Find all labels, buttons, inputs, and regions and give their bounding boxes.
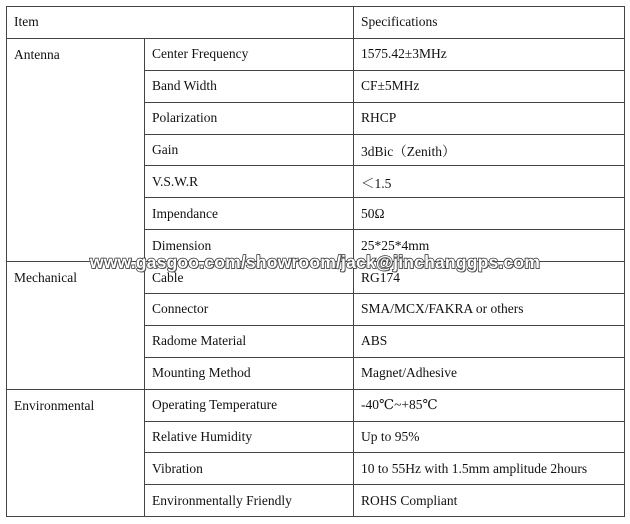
value-dimension: 25*25*4mm <box>354 230 625 262</box>
group-mechanical: Mechanical <box>7 262 145 390</box>
table-row <box>7 38 625 70</box>
value-band-width: CF±5MHz <box>354 70 625 102</box>
param-polarization: Polarization <box>145 102 354 134</box>
value-cable: RG174 <box>354 262 625 294</box>
header-item: Item <box>7 7 354 39</box>
value-impedance: 50Ω <box>354 198 625 230</box>
value-operating-temperature: -40℃~+85℃ <box>354 389 625 421</box>
param-dimension: Dimension <box>145 230 354 262</box>
table-header-row <box>7 7 625 39</box>
value-polarization: RHCP <box>354 102 625 134</box>
value-mounting-method: Magnet/Adhesive <box>354 357 625 389</box>
table-row <box>7 262 625 294</box>
param-cable: Cable <box>145 262 354 294</box>
param-relative-humidity: Relative Humidity <box>145 421 354 453</box>
value-gain: 3dBic（Zenith） <box>354 134 625 166</box>
group-antenna: Antenna <box>7 38 145 261</box>
value-radome-material: ABS <box>354 325 625 357</box>
watermark-text: www.gasgoo.com/showroom/jack@jinchanggps.com <box>89 252 541 272</box>
param-impedance: Impendance <box>145 198 354 230</box>
param-connector: Connector <box>145 294 354 326</box>
group-environmental: Environmental <box>7 389 145 517</box>
param-vibration: Vibration <box>145 453 354 485</box>
spec-table <box>6 6 625 517</box>
value-vswr: ＜1.5 <box>354 166 625 198</box>
param-mounting-method: Mounting Method <box>145 357 354 389</box>
param-environmentally-friendly: Environmentally Friendly <box>145 485 354 517</box>
param-center-frequency: Center Frequency <box>145 38 354 70</box>
param-band-width: Band Width <box>145 70 354 102</box>
value-connector: SMA/MCX/FAKRA or others <box>354 294 625 326</box>
value-relative-humidity: Up to 95% <box>354 421 625 453</box>
param-gain: Gain <box>145 134 354 166</box>
param-operating-temperature: Operating Temperature <box>145 389 354 421</box>
param-vswr: V.S.W.R <box>145 166 354 198</box>
value-vibration: 10 to 55Hz with 1.5mm amplitude 2hours <box>354 453 625 485</box>
value-environmentally-friendly: ROHS Compliant <box>354 485 625 517</box>
value-center-frequency: 1575.42±3MHz <box>354 38 625 70</box>
header-specifications: Specifications <box>354 7 625 39</box>
param-radome-material: Radome Material <box>145 325 354 357</box>
table-row <box>7 389 625 421</box>
